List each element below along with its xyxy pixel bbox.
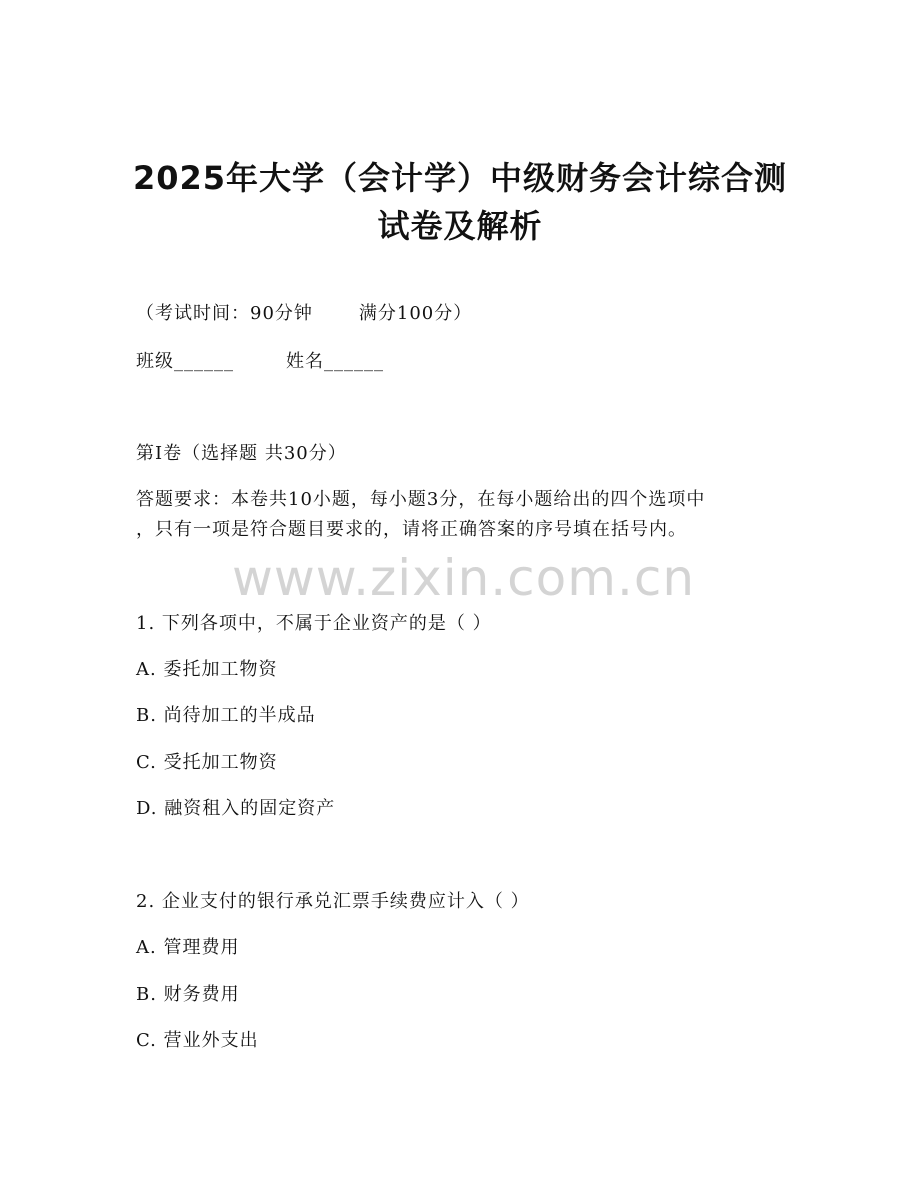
exam-info — [136, 302, 472, 326]
instructions-line-1: 答题要求：本卷共10小题，每小题3分，在每小题给出的四个选项中 — [136, 489, 706, 510]
question-stem: 2. 企业支付的银行承兑汇票手续费应计入（ ） — [136, 891, 530, 912]
question-option: C. 受托加工物资 — [136, 752, 278, 773]
question-option: C. 营业外支出 — [136, 1030, 259, 1051]
exam-time: （考试时间：90分钟 — [136, 303, 313, 324]
question-stem: 1. 下列各项中，不属于企业资产的是（ ） — [136, 613, 492, 634]
question-option: A. 管理费用 — [136, 937, 240, 958]
question-option: D. 融资租入的固定资产 — [136, 798, 336, 819]
section-title: 第I卷（选择题 共30分） — [136, 443, 347, 464]
question-option: A. 委托加工物资 — [136, 659, 278, 680]
full-score: 满分100分） — [358, 303, 473, 324]
class-field: 班级______ — [136, 351, 234, 372]
watermark: www.zixin.com.cn — [232, 549, 696, 607]
instructions-line-2: ，只有一项是符合题目要求的，请将正确答案的序号填在括号内。 — [136, 519, 687, 540]
name-field: 姓名______ — [286, 351, 384, 372]
question-option: B. 尚待加工的半成品 — [136, 705, 316, 726]
student-info — [136, 350, 384, 374]
question-option: B. 财务费用 — [136, 984, 240, 1005]
doc-title-line-1: 2025年大学（会计学）中级财务会计综合测 — [132, 159, 788, 197]
doc-title-line-2: 试卷及解析 — [377, 207, 543, 245]
